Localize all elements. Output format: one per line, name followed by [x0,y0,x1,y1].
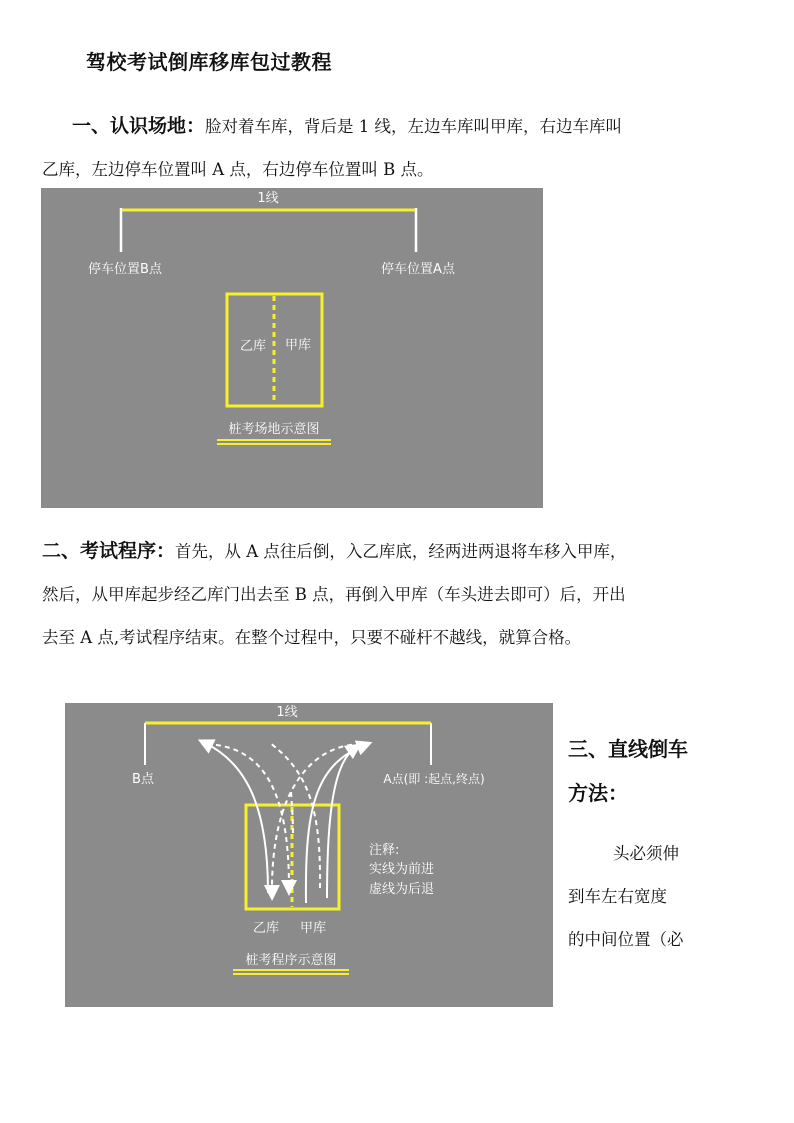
section1-text1: 脸对着车库，背后是 1 线，左边车库叫甲库，右边车库叫 [205,117,623,136]
garage-yi-label: 乙库 [239,339,267,354]
garage-yi-label: 乙库 [252,921,280,936]
section3-text2: 到车左右宽度 [568,887,667,906]
section2-line2: 然后，从甲库起步经乙库门出去至 B 点，再倒入甲库（车头进去即可）后，开出 [42,585,626,604]
site-diagram [41,188,543,508]
garage-jia-label: 甲库 [284,338,312,353]
procedure-diagram [65,703,553,1007]
b-point-label: 停车位置B点 [88,262,162,277]
section2-line1 [42,530,692,573]
section1-line2: 乙库，左边停车位置叫 A 点，右边停车位置叫 B 点。 [42,160,434,179]
line-1-label: 1线 [257,191,279,206]
path-back-3 [270,743,320,888]
line-1-label: 1线 [276,705,298,720]
garage-jia-label: 甲库 [299,921,327,936]
a-point-label: A点(即 :起点,终点) [383,772,485,786]
figure2-caption: 桩考程序示意图 [245,953,337,968]
site-diagram-svg [41,188,543,508]
section3-text1: 头必须伸 [613,844,679,863]
section2-text1: 首先，从 A 点往后倒，入乙库底，经两进两退将车移入甲库， [175,542,627,561]
b-point-label: B点 [132,772,154,787]
procedure-diagram-svg [65,703,553,1007]
figure1-caption: 桩考场地示意图 [228,422,320,437]
section3-text3: 的中间位置（必 [568,930,684,949]
section3-heading-line1: 三、直线倒车 [568,737,688,761]
note-title: 注释: [369,843,400,858]
path-back-2 [207,744,289,888]
section1-heading: 一、认识场地： [72,115,206,137]
section3-heading-line2: 方法： [568,781,628,805]
section2-heading: 二、考试程序： [42,540,176,562]
path-forward-2 [306,745,365,903]
a-point-label: 停车位置A点 [381,262,455,277]
section2-line3: 去至 A 点,考试程序结束。在整个过程中，只要不碰杆不越线，就算合格。 [42,628,582,647]
document-title: 驾校考试倒库移库包过教程 [86,50,332,74]
note-solid: 实线为前进 [369,862,435,877]
path-forward-3 [327,748,355,898]
path-back-1 [272,744,361,893]
section1-line1 [72,105,722,148]
note-dashed: 虚线为后退 [369,882,435,897]
